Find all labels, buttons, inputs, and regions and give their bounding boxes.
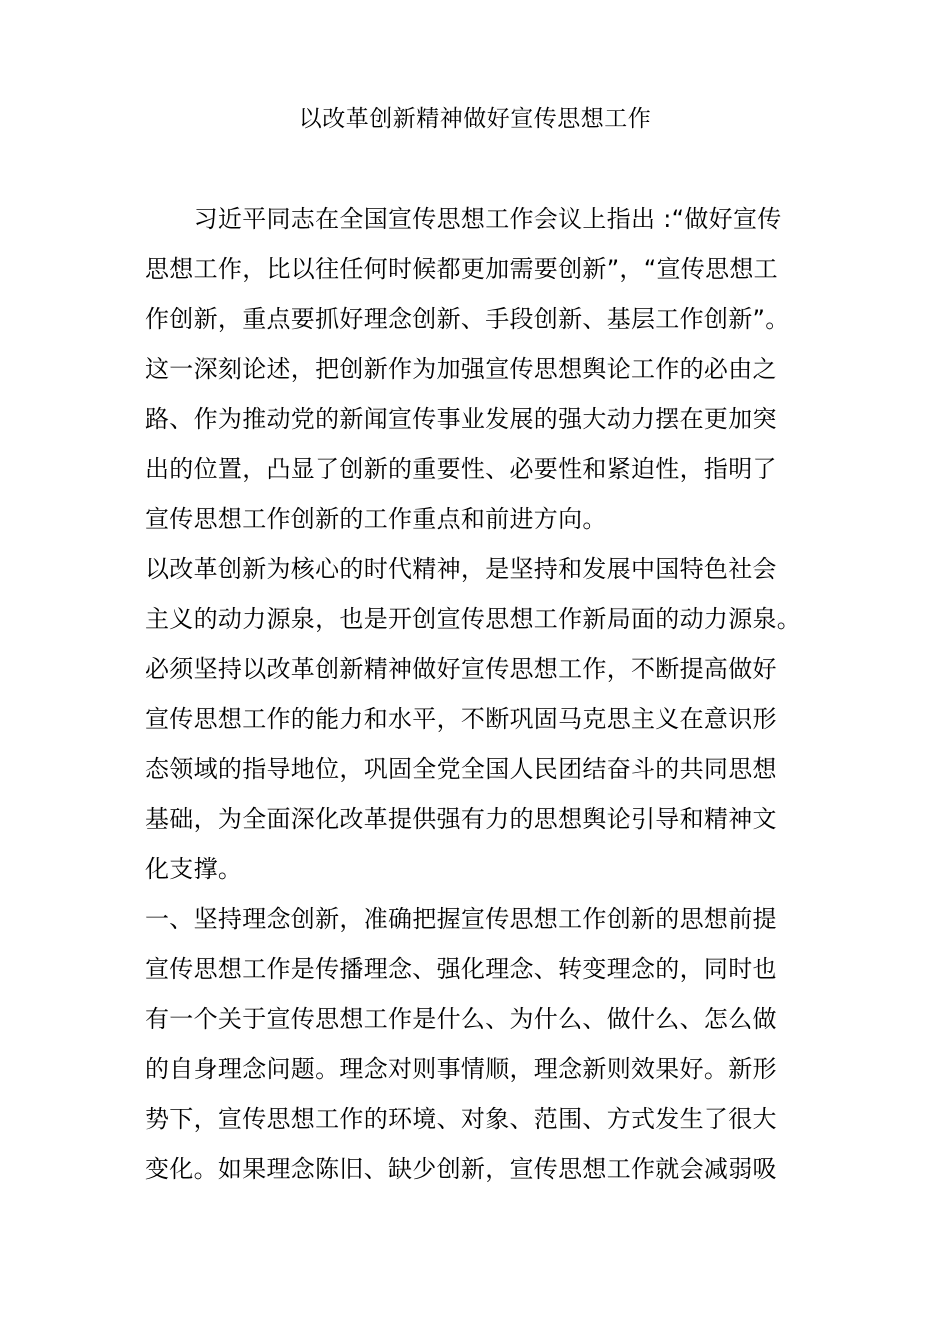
body-line: 基础，为全面深化改革提供强有力的思想舆论引导和精神文 <box>145 805 777 833</box>
body-line: 态领域的指导地位，巩固全党全国人民团结奋斗的共同思想 <box>145 755 777 783</box>
body-line: 习近平同志在全国宣传思想工作会议上指出 :“做好宣传 <box>145 205 782 233</box>
body-line: 必须坚持以改革创新精神做好宣传思想工作，不断提高做好 <box>145 655 777 683</box>
body-line: 宣传思想工作的能力和水平，不断巩固马克思主义在意识形 <box>145 705 777 733</box>
body-line: 宣传思想工作创新的工作重点和前进方向。 <box>145 505 607 533</box>
body-line: 的自身理念问题。理念对则事情顺，理念新则效果好。新形 <box>145 1055 777 1083</box>
body-line: 化支撑。 <box>145 855 243 883</box>
body-line: 主义的动力源泉，也是开创宣传思想工作新局面的动力源泉。 <box>145 605 802 633</box>
body-line: 这一深刻论述，把创新作为加强宣传思想舆论工作的必由之 <box>145 355 777 383</box>
body-line: 出的位置，凸显了创新的重要性、必要性和紧迫性，指明了 <box>145 455 777 483</box>
document-title: 以改革创新精神做好宣传思想工作 <box>298 106 652 132</box>
body-line: 有一个关于宣传思想工作是什么、为什么、做什么、怎么做 <box>145 1005 777 1033</box>
body-line: 势下，宣传思想工作的环境、对象、范围、方式发生了很大 <box>145 1105 777 1133</box>
body-line: 变化。如果理念陈旧、缺少创新，宣传思想工作就会减弱吸 <box>145 1155 777 1183</box>
section-heading: 一、坚持理念创新，准确把握宣传思想工作创新的思想前提 <box>145 905 777 933</box>
body-line: 路、作为推动党的新闻宣传事业发展的强大动力摆在更加突 <box>145 405 777 433</box>
body-line: 宣传思想工作是传播理念、强化理念、转变理念的，同时也 <box>145 955 777 983</box>
body-line: 思想工作，比以往任何时候都更加需要创新”，“宣传思想工 <box>145 255 778 283</box>
body-line: 以改革创新为核心的时代精神，是坚持和发展中国特色社会 <box>145 555 777 583</box>
body-line: 作创新，重点要抓好理念创新、手段创新、基层工作创新”。 <box>145 305 790 333</box>
